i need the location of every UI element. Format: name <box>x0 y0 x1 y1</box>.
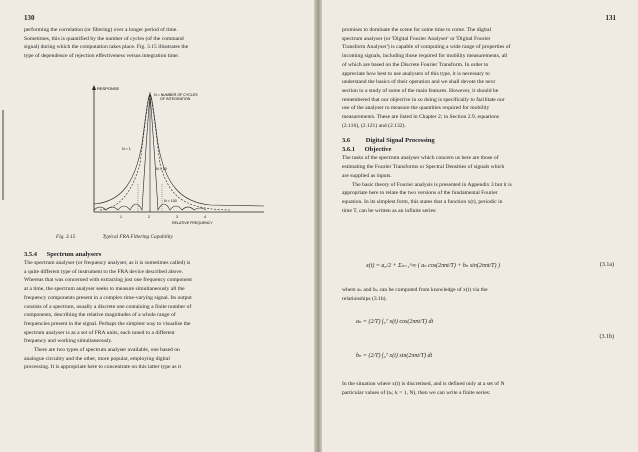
text-line: The tasks of the spectrum analyser which concern us here are those of <box>342 155 499 162</box>
legend-line: N = NUMBER OF CYCLES <box>154 93 198 97</box>
text-line: (2.116), (2.121) and (2.132). <box>342 122 406 129</box>
text-line: time T, can be written as an infinite series: <box>342 207 437 214</box>
section-title: Digital Signal Processing <box>365 137 435 145</box>
page-number: 130 <box>24 14 35 22</box>
figure-caption <box>56 234 173 240</box>
text-line: Transform Analyser') is capable of computing a wide range of properties of <box>342 44 511 51</box>
section-heading <box>342 136 616 145</box>
text-line: components, describing the relative magnitudes of a whole range of <box>24 312 176 319</box>
text-line: consists of a spectrum, usually a discrete one containing a finite number of <box>24 303 192 310</box>
x-tick-label: 3 <box>176 215 178 219</box>
section-heading-number: 3.5.4 <box>24 251 37 258</box>
text-line: use of the analyser to measure the quantities required for mobility <box>342 105 490 112</box>
text-line: particular values of (tₖ; k = 1, N), then we can write a finite series: <box>342 389 491 396</box>
section-heading <box>24 250 288 259</box>
equation-number: (3.1b) <box>599 334 614 340</box>
equation-an: aₙ = (2/T) ∫₀ᵀ x(t) cos(2πnt/T) dt <box>356 319 434 325</box>
text-line: promises to dominate the scene for some time to come. The digital <box>342 27 492 33</box>
text-line: remembered that our objective in so doing is specifically to facilitate our <box>342 96 505 103</box>
curve-n10 <box>100 94 230 210</box>
subsection-number: 3.6.1 <box>342 146 355 154</box>
text-line: Sometimes, this is quantified by the number of cycles (of the command <box>24 35 184 42</box>
caption-text: Typical FRA Filtering Capability <box>102 234 173 240</box>
intro-paragraph <box>24 26 288 61</box>
text-line: are supplied as inputs. <box>342 172 392 179</box>
text-line: processing. It is appropriate here to concentrate on this latter type as it <box>24 364 182 371</box>
equation-number: (3.1a) <box>599 262 614 268</box>
right-page <box>322 0 638 452</box>
equation-bn: bₙ = (2/T) ∫₀ᵀ x(t) sin(2πnt/T) dt <box>356 353 433 359</box>
text-line: incoming signals, including those required for mobility measurements, all <box>342 53 508 60</box>
text-line: a quite different type of instrument to the FRA device described above. <box>24 268 183 275</box>
y-axis-label: RESPONSE <box>97 86 120 91</box>
legend-line: OF INTEGRATION <box>160 97 191 101</box>
section-number: 3.6 <box>342 137 351 145</box>
text-line: analogue circuitry and the other, more popular, employing digital <box>24 355 170 362</box>
x-tick-label: 4 <box>204 215 206 219</box>
text-line: of which are based on the Discrete Fourier Transform. In order to <box>342 61 489 68</box>
text-line: measurements. These are listed in Chapter 2; in Section 2.9, equations <box>342 114 499 121</box>
intro-paragraph <box>342 26 616 215</box>
caption-number: Fig. 3.15 <box>56 234 76 240</box>
text-line: understand the basics of their operation and we shall devote the next <box>342 79 496 86</box>
equation-3-1a: x(t) = a₀/2 + Σₙ₌₁^∞ ( aₙ cos(2πnt/T) + bₙ sin(2πnt/T) ) <box>366 263 500 269</box>
text-line: section to a study of some of the main features. However, it should be <box>342 87 499 94</box>
left-page <box>0 0 316 452</box>
text-line: relationships (3.1b). <box>342 295 387 302</box>
text-line: The basic theory of Fourier analysis is presented in Appendix 3 but it is <box>352 181 512 188</box>
text-line: type of dependence of rejection effectiveness versus integration time. <box>24 53 180 60</box>
text-line: frequency components present in a complex time-varying signal. Its output <box>24 294 192 301</box>
text-line: frequencies present in the signal. Perhaps the simplest way to visualise the <box>24 320 191 327</box>
text-line: performing the correlation (or filtering) over a longer period of time. <box>24 27 178 33</box>
x-axis-label: RELATIVE FREQUENCY <box>172 221 213 225</box>
y-axis-arrow <box>92 85 96 90</box>
section-3-5-4 <box>24 250 288 372</box>
curve-label: N = 10 <box>156 167 167 171</box>
where-paragraph <box>342 286 616 303</box>
x-tick-label: 1 <box>120 215 122 219</box>
page-number: 131 <box>605 14 616 22</box>
x-tick-label: 2 <box>148 215 150 219</box>
subsection-heading <box>342 145 616 154</box>
text-line: estimating the Fourier Transforms or Spectral Densities of signals which <box>342 164 505 171</box>
text-line: appreciate how best to use analysers of this type, it is necessary to <box>342 70 490 77</box>
text-line: There are two types of spectrum analyser available, one based on <box>34 347 180 354</box>
text-line: equation. In its simplest form, this states that a function x(t), periodic in <box>342 198 503 205</box>
text-line: spectrum analyser (or 'Digital Fourier Analyser' or 'Digital Fourier <box>342 35 491 42</box>
section-heading-title: Spectrum analysers <box>46 251 102 258</box>
text-line: at a time, the spectrum analyser seeks to measure simultaneously all the <box>24 286 185 293</box>
final-paragraph <box>342 380 616 397</box>
text-line: frequency and working simultaneously. <box>24 338 113 345</box>
curve-label: N = 100 <box>164 199 177 203</box>
text-line: signal) during which the computation takes place. Fig. 3.15 illustrates the <box>24 44 189 51</box>
text-line: where aₙ and bₙ can be computed from knowledge of x(t) via the <box>342 287 488 293</box>
subsection-title: Objective <box>364 146 392 154</box>
curve-label: N = 1 <box>122 147 131 151</box>
text-line: Whereas that was concerned with extracting just one frequency component <box>24 277 192 284</box>
text-line: In the situation where x(t) is discretised, and is defined only at a set of N <box>342 381 505 387</box>
text-line: appropriate here to relate the two versions of the fundamental Fourier <box>342 190 498 197</box>
curve-n1 <box>94 94 264 206</box>
page-edge-mark <box>2 110 4 200</box>
text-line: The spectrum analyser (or frequency analyser, as it is sometimes called) is <box>24 260 191 266</box>
fra-filtering-figure <box>80 84 280 230</box>
text-line: spectrum analyser is as a set of FRA units, each tuned to a different <box>24 329 175 336</box>
